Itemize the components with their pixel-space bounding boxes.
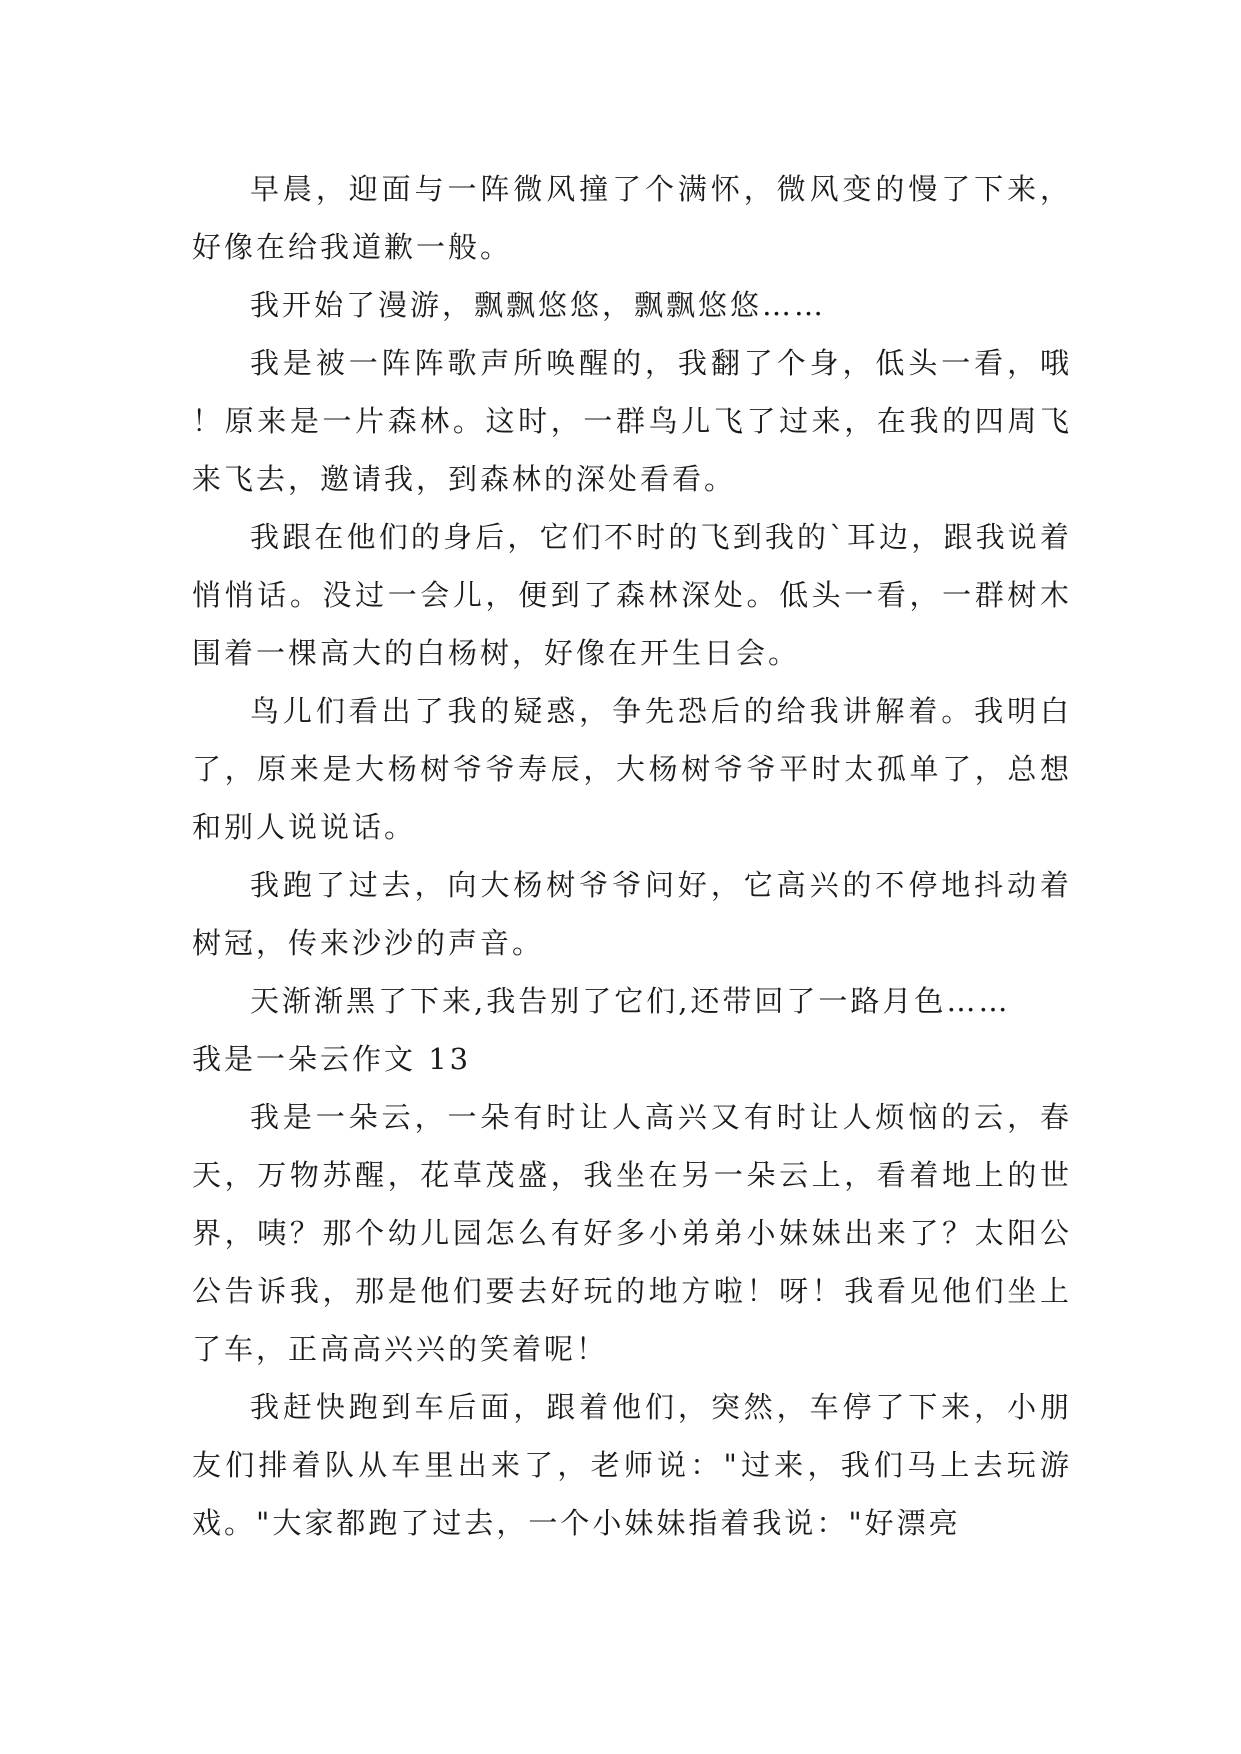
paragraph: 我赶快跑到车后面，跟着他们，突然，车停了下来，小朋友们排着队从车里出来了，老师说："过来，我们马上去玩游戏。"大家都跑了过去，一个小妹妹指着我说："好漂亮 bbox=[192, 1390, 1072, 1540]
paragraph: 我跑了过去，向大杨树爷爷问好，它高兴的不停地抖动着树冠，传来沙沙的声音。 bbox=[192, 868, 1072, 960]
paragraph: 我是被一阵阵歌声所唤醒的，我翻了个身，低头一看，哦！原来是一片森林。这时，一群鸟儿飞了过来，在我的四周飞来飞去，邀请我，到森林的深处看看。 bbox=[192, 346, 1072, 496]
section-heading: 我是一朵云作文 13 bbox=[192, 1042, 472, 1076]
paragraph: 我开始了漫游，飘飘悠悠，飘飘悠悠…… bbox=[250, 288, 827, 322]
paragraph: 鸟儿们看出了我的疑惑，争先恐后的给我讲解着。我明白了，原来是大杨树爷爷寿辰，大杨树爷爷平时太孤单了，总想和别人说说话。 bbox=[192, 694, 1072, 844]
paragraph: 早晨，迎面与一阵微风撞了个满怀，微风变的慢了下来，好像在给我道歉一般。 bbox=[192, 172, 1072, 264]
document-body bbox=[192, 160, 1072, 1552]
paragraph: 天渐渐黑了下来,我告别了它们,还带回了一路月色…… bbox=[250, 984, 1011, 1018]
paragraph: 我是一朵云，一朵有时让人高兴又有时让人烦恼的云，春天，万物苏醒，花草茂盛，我坐在另一朵云上，看着地上的世界，咦？那个幼儿园怎么有好多小弟弟小妹妹出来了？太阳公公告诉我，那是他们要去好玩的地方啦！呀！我看见他们坐上了车，正高高兴兴的笑着呢！ bbox=[192, 1100, 1072, 1366]
paragraph: 我跟在他们的身后，它们不时的飞到我的`耳边，跟我说着悄悄话。没过一会儿，便到了森林深处。低头一看，一群树木围着一棵高大的白杨树，好像在开生日会。 bbox=[192, 520, 1072, 670]
